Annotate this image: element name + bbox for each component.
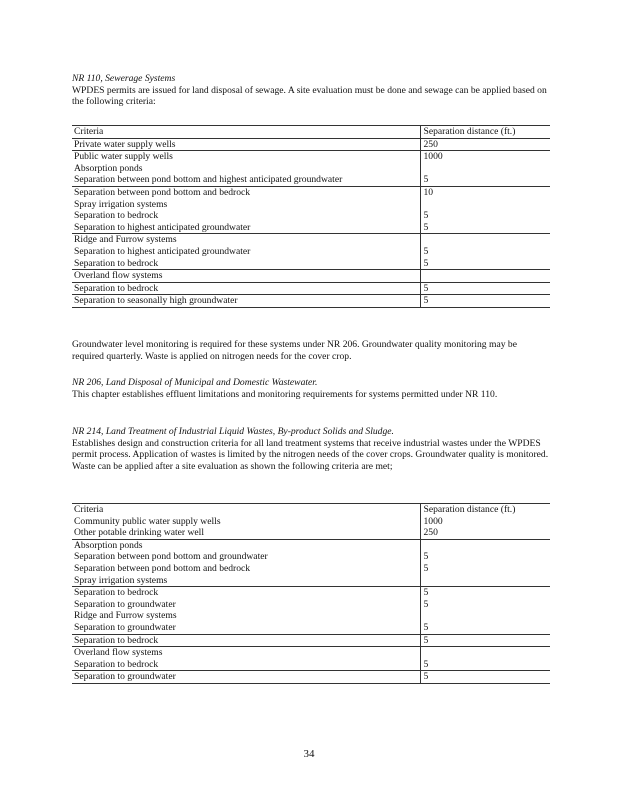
row-label: Community public water supply wells (74, 515, 221, 527)
table-row (72, 199, 550, 211)
row-label: Separation to bedrock (72, 634, 420, 647)
row-value: 5 (420, 599, 550, 611)
table-row (72, 270, 550, 283)
row-label: Separation to bedrock (72, 587, 420, 599)
table-row (72, 587, 550, 599)
row-label: Separation between pond bottom and groundwater (74, 551, 268, 563)
section-title-nr214: NR 214, Land Treatment of Industrial Liquid Wastes, By-product Solids and Sludge. (72, 426, 394, 437)
section-nr206 (72, 377, 550, 400)
table-row (72, 527, 550, 539)
header-criteria: Criteria (74, 504, 104, 515)
row-label: Public water supply wells (72, 151, 420, 163)
table-row (72, 671, 550, 684)
row-value: 5 (420, 671, 550, 684)
row-value: 5 (420, 222, 550, 234)
row-value: 250 (420, 527, 550, 539)
row-value (420, 270, 550, 283)
section-title-nr206: NR 206, Land Disposal of Municipal and Domestic Wastewater. (72, 377, 318, 388)
section-body-nr110: WPDES permits are issued for land disposal of sewage. A site evaluation must be done and sewage can be applied based on the following criteria: (72, 84, 547, 108)
table-row (72, 222, 550, 234)
row-value: 5 (420, 622, 550, 634)
row-value: 5 (420, 282, 550, 295)
table-row (72, 174, 550, 186)
table-header-row (72, 126, 550, 139)
section-body-nr206: This chapter establishes effluent limitations and monitoring requirements for systems permitted under NR 110. (72, 388, 498, 400)
table-row (72, 659, 550, 671)
row-value: 1000 (420, 151, 550, 163)
row-value (420, 163, 550, 175)
row-value: 5 (420, 563, 550, 575)
row-label: Separation to groundwater (72, 671, 420, 684)
row-value (420, 610, 550, 622)
table-row (72, 246, 550, 258)
row-label: Overland flow systems (72, 270, 420, 283)
row-label: Overland flow systems (72, 647, 420, 659)
groundwater-note (72, 339, 550, 362)
table-row (72, 210, 550, 222)
section-nr214 (72, 426, 550, 472)
groundwater-note-text: Groundwater level monitoring is required for these systems under NR 206. Groundwater quality monitoring may be required quarterly. Waste is applied on nitrogen needs for the cover crop. (72, 339, 517, 362)
row-label: Spray irrigation systems (74, 574, 168, 586)
row-label: Separation to seasonally high groundwater (72, 295, 420, 308)
row-value: 5 (420, 258, 550, 270)
row-value: 1000 (420, 516, 550, 528)
row-label: Absorption ponds (74, 162, 143, 174)
row-value: 5 (420, 246, 550, 258)
row-value: 250 (420, 138, 550, 151)
row-value: 5 (420, 174, 550, 186)
separation-table-2 (72, 503, 550, 684)
table-row (72, 516, 550, 528)
row-label: Ridge and Furrow systems (74, 610, 177, 622)
header-separation: Separation distance (ft.) (420, 504, 550, 516)
row-label: Ridge and Furrow systems (72, 234, 420, 246)
row-label: Separation to bedrock (74, 257, 159, 269)
table-row (72, 295, 550, 308)
section-title-nr110: NR 110, Sewerage Systems (72, 73, 176, 84)
table-row (72, 575, 550, 587)
row-value: 5 (420, 659, 550, 671)
table-row (72, 138, 550, 151)
row-label: Other potable drinking water well (74, 527, 205, 539)
row-value (420, 647, 550, 659)
row-label: Spray irrigation systems (74, 198, 168, 210)
row-value (420, 539, 550, 551)
row-value: 10 (420, 186, 550, 198)
table-row (72, 151, 550, 163)
table-row (72, 634, 550, 647)
row-value (420, 575, 550, 587)
row-label: Absorption ponds (72, 539, 420, 551)
table-header-row (72, 504, 550, 516)
row-label: Separation to bedrock (74, 210, 159, 222)
table-row (72, 163, 550, 175)
table-row (72, 234, 550, 246)
header-separation: Separation distance (ft.) (420, 126, 550, 139)
table-row (72, 622, 550, 634)
row-label: Separation to highest anticipated groundwater (74, 221, 251, 233)
row-label: Separation to groundwater (74, 598, 176, 610)
table-row (72, 599, 550, 611)
row-value: 5 (420, 634, 550, 647)
header-criteria: Criteria (74, 126, 104, 137)
row-label: Separation to bedrock (74, 658, 159, 670)
row-value: 5 (420, 210, 550, 222)
separation-table-1 (72, 125, 550, 308)
table-row (72, 539, 550, 551)
row-label: Separation between pond bottom and bedrock (74, 562, 251, 574)
table-row (72, 282, 550, 295)
row-label: Separation to groundwater (74, 621, 176, 633)
table-row (72, 647, 550, 659)
row-label: Separation to highest anticipated groundwater (74, 245, 251, 257)
section-nr110 (72, 73, 550, 108)
row-value: 5 (420, 587, 550, 599)
page-number: 34 (303, 748, 315, 760)
row-value: 5 (420, 295, 550, 308)
row-value (420, 234, 550, 246)
row-label: Separation to bedrock (72, 282, 420, 295)
table-row (72, 258, 550, 270)
row-label: Separation between pond bottom and bedrock (72, 186, 420, 198)
table-row (72, 610, 550, 622)
table-row (72, 563, 550, 575)
row-value: 5 (420, 551, 550, 563)
section-body-nr214: Establishes design and construction criteria for all land treatment systems that receive industrial wastes under the WPDES permit process. Application of wastes is limited by the nitrogen needs of the cover crops. Groundwater quality is monitored. Waste can be applied after a site evaluation as shown the following criteria are met; (72, 437, 549, 472)
table-row (72, 551, 550, 563)
table-row (72, 186, 550, 198)
row-label: Private water supply wells (72, 138, 420, 151)
row-label: Separation between pond bottom and highest anticipated groundwater (74, 174, 343, 186)
row-value (420, 199, 550, 211)
